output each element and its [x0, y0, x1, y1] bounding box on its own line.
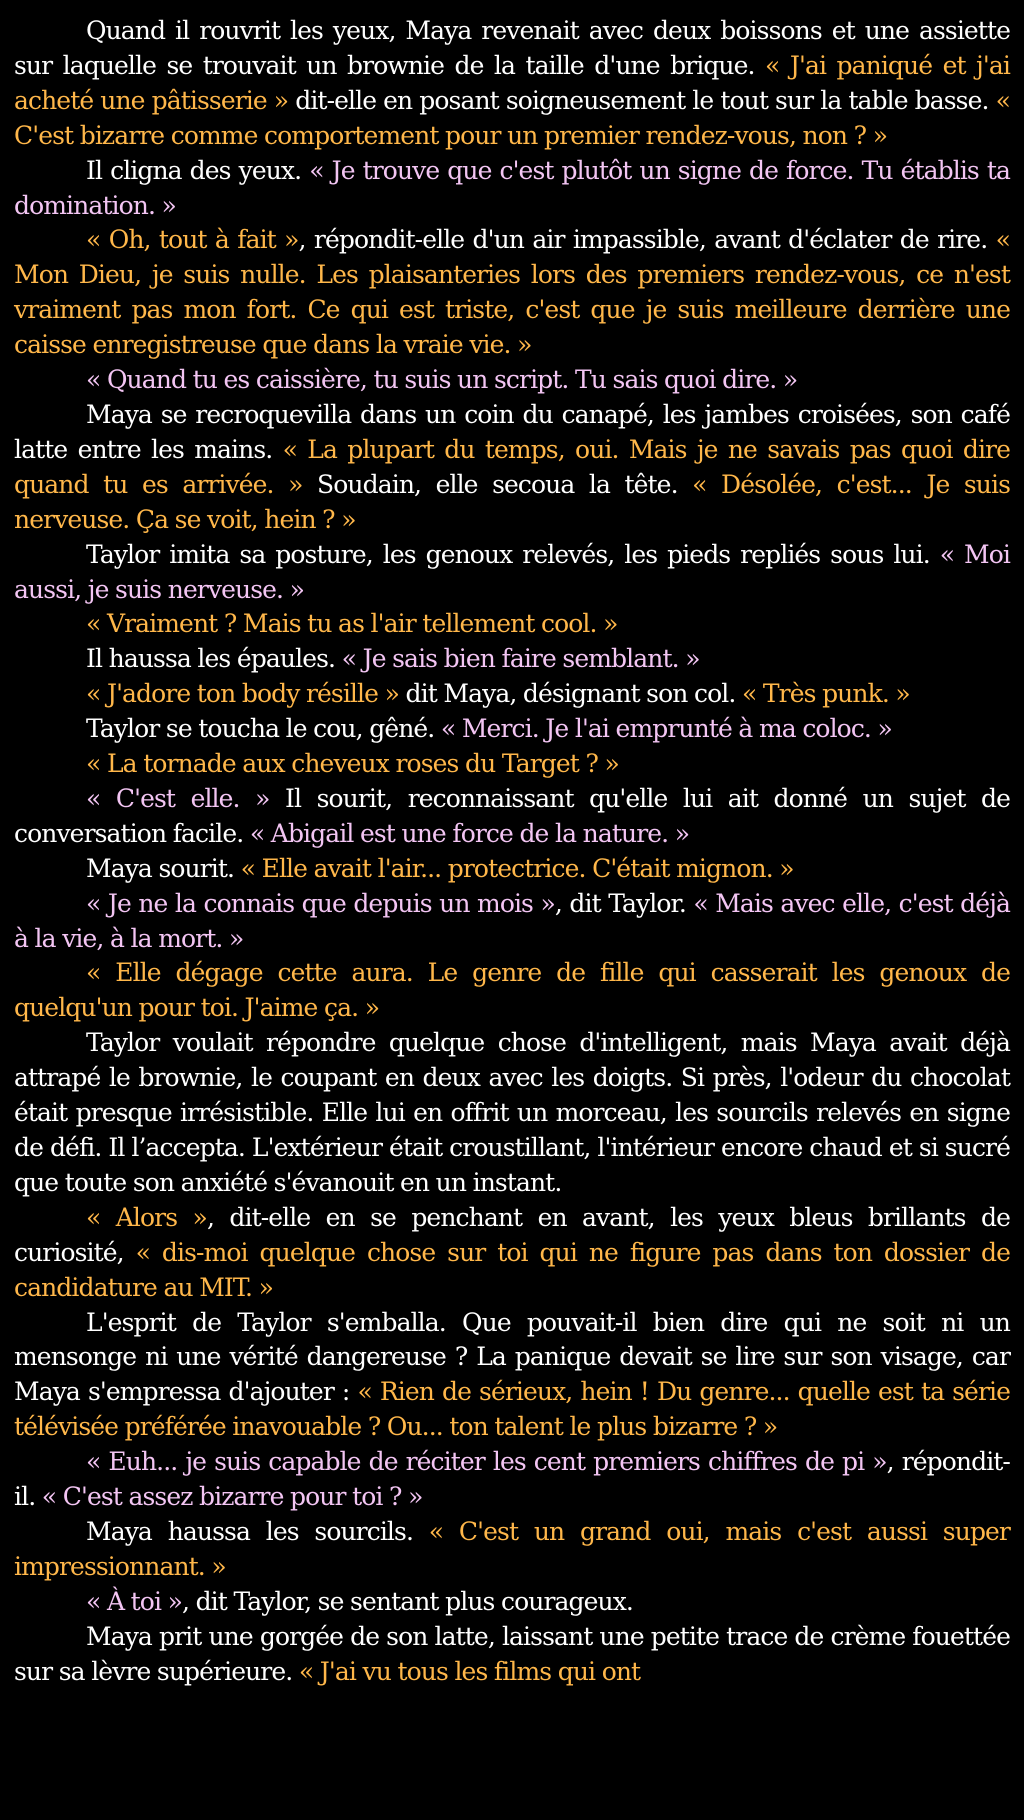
maya-dialogue: « Alors » [86, 1202, 207, 1232]
maya-dialogue: « J'ai vu tous les films qui ont [298, 1656, 641, 1686]
narration-text: Soudain, elle secoua la tête. [302, 469, 693, 499]
story-paragraph [14, 887, 1010, 957]
maya-dialogue: « C'est bizarre comme comportement pour un premier rendez-vous, non ? » [14, 85, 1010, 150]
maya-dialogue: « La tornade aux cheveux roses du Target ? » [86, 749, 619, 779]
taylor-dialogue: « Merci. Je l'ai emprunté à ma coloc. » [440, 714, 892, 744]
story-paragraph [14, 1201, 1010, 1306]
maya-dialogue: « La plupart du temps, oui. Mais je ne savais pas quoi dire quand tu es arrivée. » [14, 434, 1010, 499]
taylor-dialogue: « C'est assez bizarre pour toi ? » [41, 1482, 423, 1512]
maya-dialogue: « Vraiment ? Mais tu as l'air tellement cool. » [86, 609, 618, 639]
story-paragraph [14, 363, 1010, 398]
story-paragraph [14, 1515, 1010, 1585]
maya-dialogue: « Désolée, c'est... Je suis nerveuse. Ça se voit, hein ? » [14, 469, 1011, 534]
taylor-dialogue: « Je sais bien faire semblant. » [341, 644, 700, 674]
story-paragraph [14, 1445, 1010, 1515]
taylor-dialogue: « C'est elle. » [86, 783, 270, 813]
story-paragraph [14, 398, 1010, 538]
story-paragraph [14, 1620, 1010, 1690]
taylor-dialogue: « Euh... je suis capable de réciter les cent premiers chiffres de pi » [86, 1447, 887, 1477]
maya-dialogue: « Elle avait l'air... protectrice. C'était mignon. » [240, 853, 794, 883]
maya-dialogue: « J'adore ton body résille » [86, 679, 399, 709]
story-paragraph [14, 538, 1010, 608]
taylor-dialogue: « Je trouve que c'est plutôt un signe de force. Tu établis ta domination. » [14, 155, 1010, 220]
taylor-dialogue: « À toi » [86, 1586, 182, 1616]
narration-text: , dit-elle en se penchant en avant, les yeux bleus brillants de curiosité, [14, 1202, 1010, 1267]
narration-text: Taylor voulait répondre quelque chose d'intelligent, mais Maya avait déjà attrapé le brownie, le coupant en deux avec les doigts. Si près, l'odeur du chocolat était presque irrésistible. Elle lui en offrit un morceau, les sourcils relevés en signe de défi. Il l’accepta. L'extérieur était croustillant, l'intérieur encore chaud et si sucré que toute son anxiété s'évanouit en un instant. [14, 1028, 1010, 1197]
maya-dialogue: « Mon Dieu, je suis nulle. Les plaisanteries lors des premiers rendez-vous, ce n'est vraiment pas mon fort. Ce qui est triste, c'est que je suis meilleure derrière une caisse enregistreuse que dans la vraie vie. » [14, 225, 1010, 360]
maya-dialogue: « J'ai paniqué et j'ai acheté une pâtisserie » [14, 50, 1010, 115]
narration-text: , dit Taylor, se sentant plus courageux. [181, 1586, 633, 1616]
story-paragraph [14, 677, 1010, 712]
maya-dialogue: « dis-moi quelque chose sur toi qui ne figure pas dans ton dossier de candidature au MIT. » [14, 1237, 1010, 1302]
narration-text: Quand il rouvrit les yeux, Maya revenait avec deux boissons et une assiette sur laquelle se trouvait un brownie de la taille d'une brique. [14, 16, 1010, 80]
story-paragraph [14, 747, 1010, 782]
story-paragraph [14, 852, 1010, 887]
story-paragraph [14, 782, 1010, 852]
taylor-dialogue: « Je ne la connais que depuis un mois » [86, 888, 555, 918]
story-paragraph [14, 223, 1010, 363]
story-paragraph [14, 642, 1010, 677]
story-paragraph [14, 1026, 1010, 1201]
story-paragraph [14, 1585, 1010, 1620]
maya-dialogue: « Rien de sérieux, hein ! Du genre... quelle est ta série télévisée préférée inavouable ? Ou... ton talent le plus bizarre ? » [14, 1377, 1010, 1442]
narration-text: , dit Taylor. [554, 888, 694, 918]
maya-dialogue: « C'est un grand oui, mais c'est aussi super impressionnant. » [14, 1516, 1010, 1581]
story-paragraph [14, 607, 1010, 642]
story-text [14, 14, 1010, 1690]
story-paragraph [14, 154, 1010, 224]
maya-dialogue: « Très punk. » [741, 679, 910, 709]
narration-text: Maya haussa les sourcils. [86, 1516, 429, 1546]
story-paragraph [14, 956, 1010, 1026]
story-paragraph [14, 14, 1010, 154]
taylor-dialogue: « Quand tu es caissière, tu suis un script. Tu sais quoi dire. » [86, 365, 798, 395]
narration-text: Maya se recroquevilla dans un coin du canapé, les jambes croisées, son café latte entre les mains. [14, 399, 1010, 464]
narration-text: Il sourit, reconnaissant qu'elle lui ait donné un sujet de conversation facile. [14, 783, 1010, 848]
narration-text: Taylor se toucha le cou, gêné. [86, 714, 441, 744]
maya-dialogue: « Oh, tout à fait » [86, 225, 299, 255]
maya-dialogue: « Elle dégage cette aura. Le genre de fille qui casserait les genoux de quelqu'un pour toi. J'aime ça. » [14, 958, 1010, 1023]
narration-text: Il cligna des yeux. [86, 155, 310, 185]
narration-text: Maya prit une gorgée de son latte, laissant une petite trace de crème fouettée sur sa lèvre supérieure. [14, 1621, 1010, 1686]
story-paragraph [14, 712, 1010, 747]
narration-text: Taylor imita sa posture, les genoux relevés, les pieds repliés sous lui. [86, 539, 940, 569]
narration-text: , répondit-il. [14, 1447, 1010, 1512]
taylor-dialogue: « Moi aussi, je suis nerveuse. » [14, 539, 1010, 604]
narration-text: dit-elle en posant soigneusement le tout sur la table basse. [288, 85, 996, 115]
narration-text: dit Maya, désignant son col. [398, 679, 742, 709]
narration-text: Maya sourit. [86, 853, 241, 883]
taylor-dialogue: « Mais avec elle, c'est déjà à la vie, à la mort. » [14, 888, 1011, 953]
narration-text: Il haussa les épaules. [86, 644, 342, 674]
narration-text: L'esprit de Taylor s'emballa. Que pouvait-il bien dire qui ne soit ni un mensonge ni une vérité dangereuse ? La panique devait se lire sur son visage, car Maya s'empressa d'ajouter : [14, 1307, 1010, 1407]
taylor-dialogue: « Abigail est une force de la nature. » [249, 818, 690, 848]
narration-text: , répondit-elle d'un air impassible, avant d'éclater de rire. [298, 225, 996, 255]
story-paragraph [14, 1306, 1010, 1446]
